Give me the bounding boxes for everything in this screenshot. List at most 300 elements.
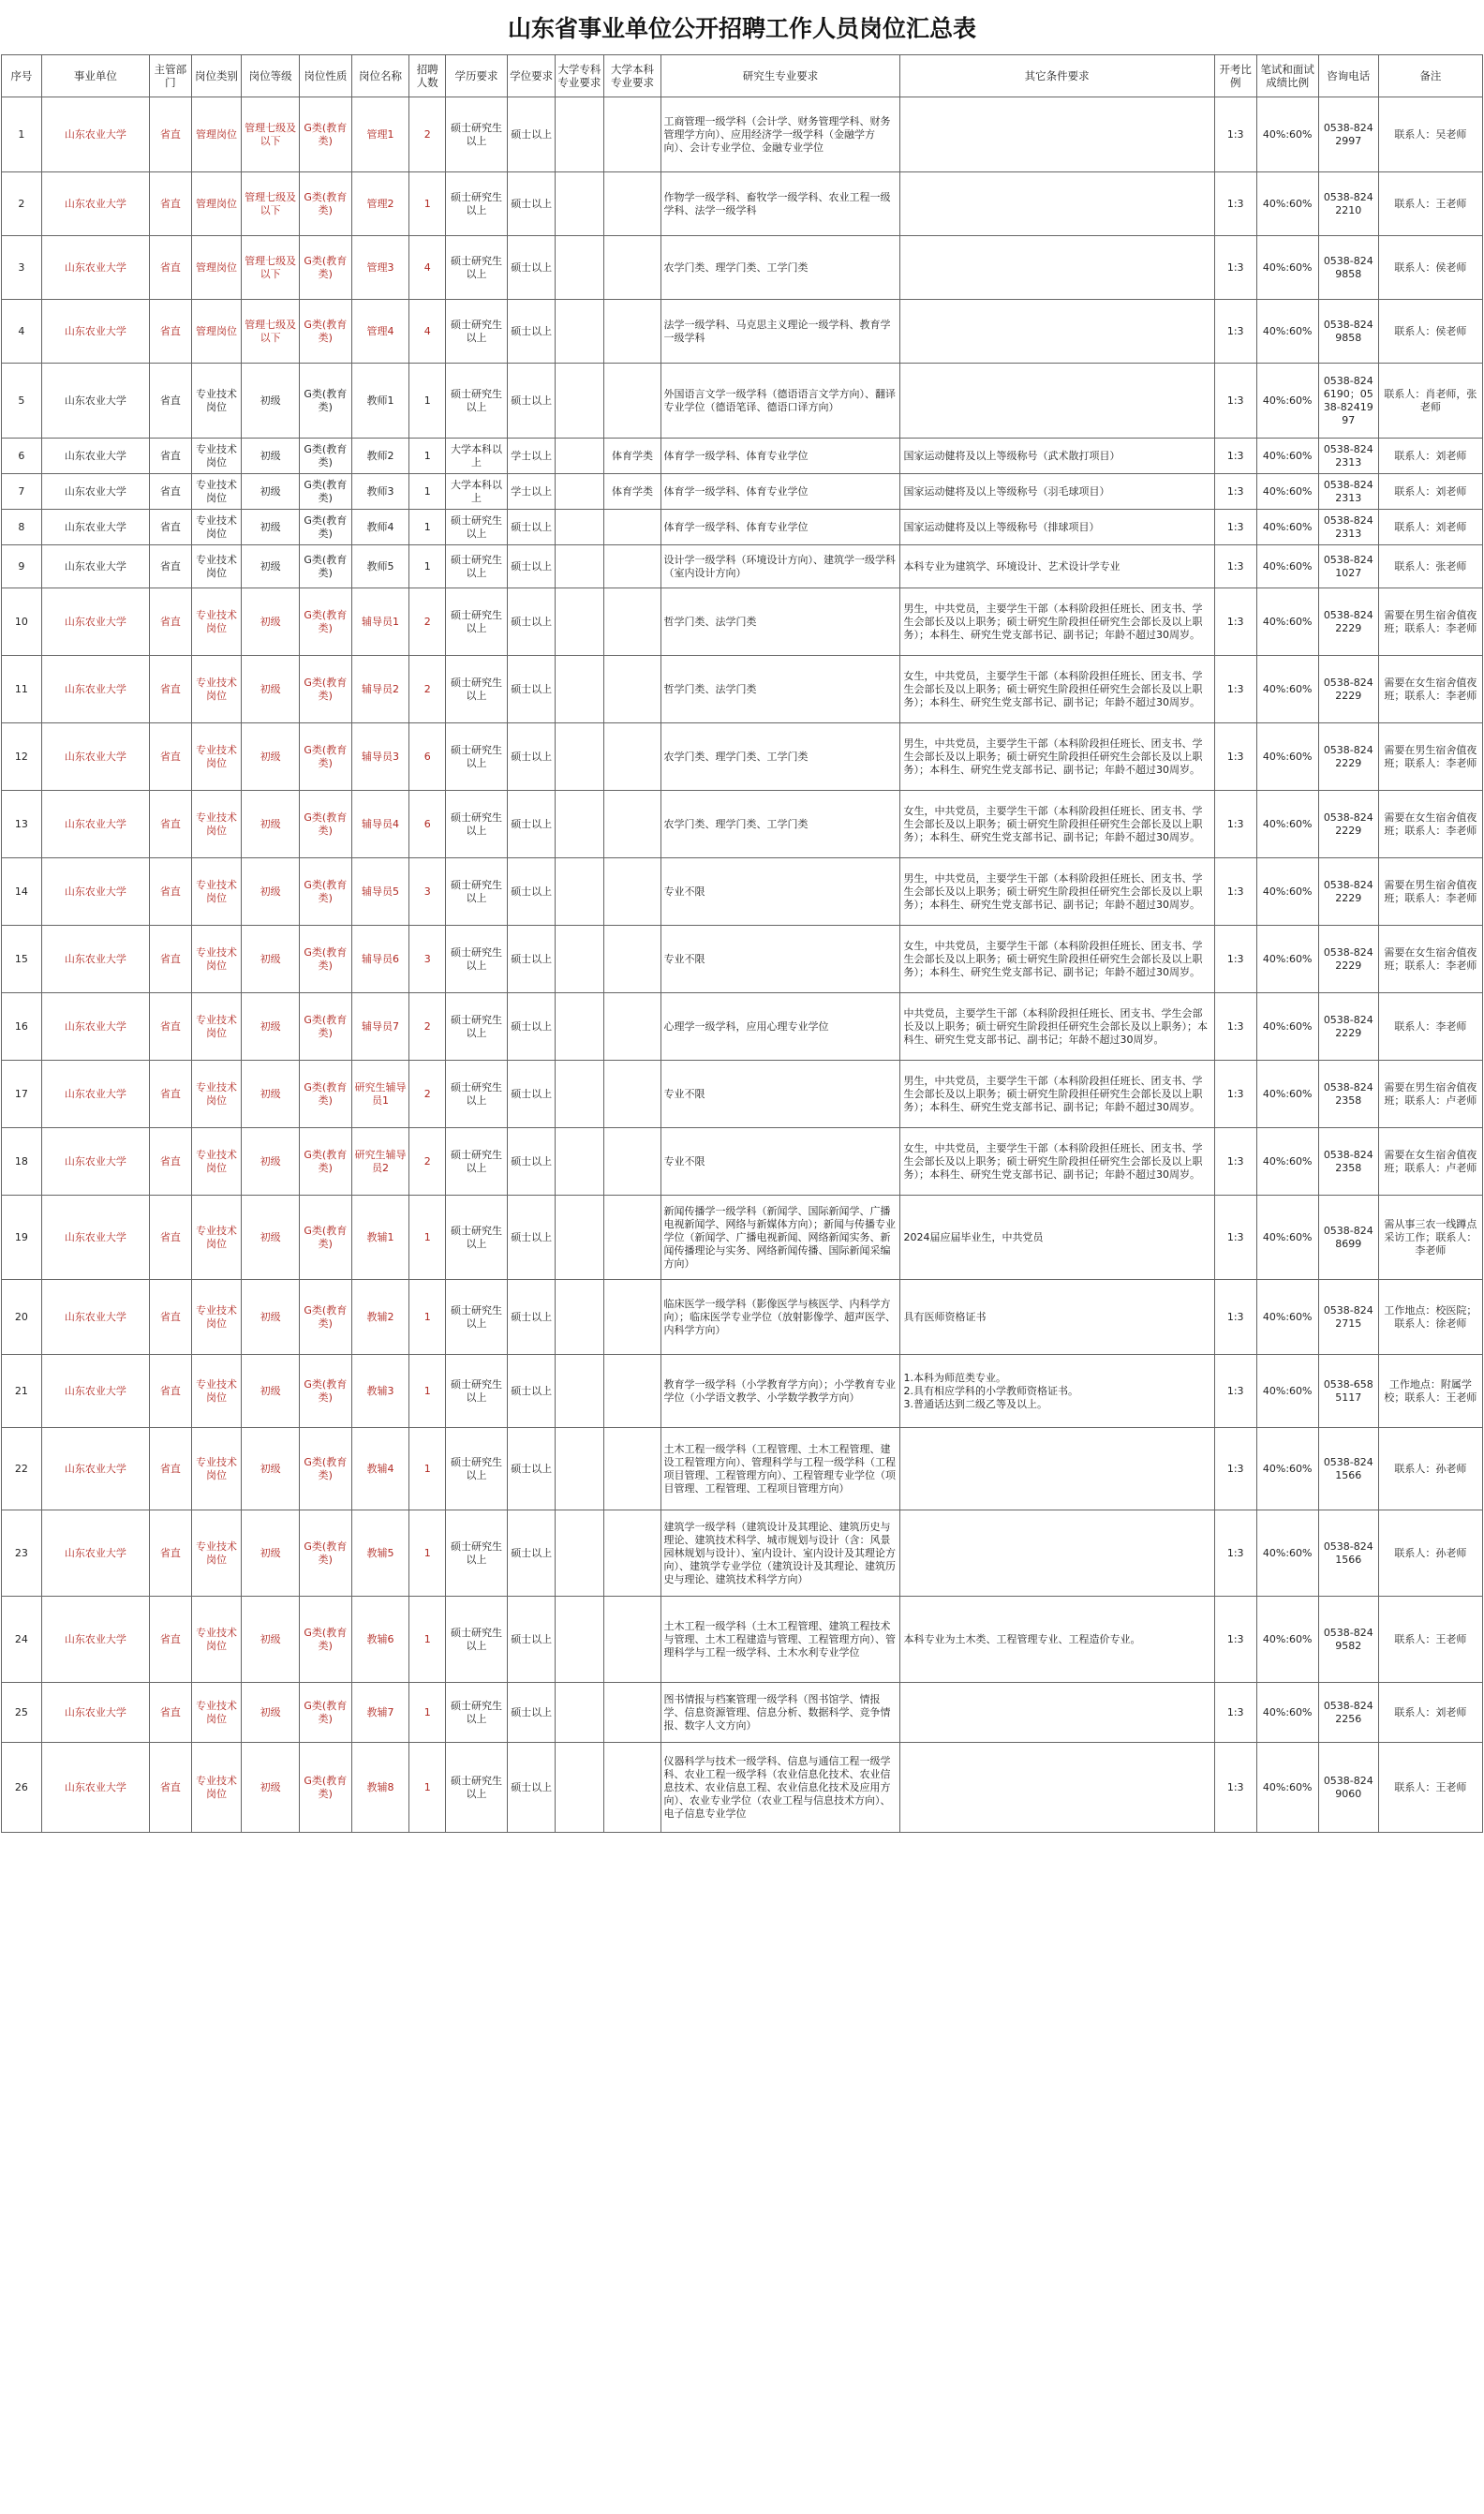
exam-ratio-cell: 1:3 [1214,236,1256,300]
level-cell: 初级 [242,1061,300,1128]
score-ratio-cell: 40%:60% [1256,1683,1318,1743]
degree-cell: 硕士以上 [508,656,556,723]
count-cell: 1 [409,1743,445,1833]
education-cell: 硕士研究生以上 [445,791,507,858]
dept-cell: 省直 [149,439,191,474]
column-header: 大学本科专业要求 [603,55,661,97]
degree-cell: 硕士以上 [508,1428,556,1510]
exam-ratio-cell: 1:3 [1214,926,1256,993]
other-requirements-cell [899,172,1214,236]
graduate-major-cell: 图书情报与档案管理一级学科（图书馆学、情报学、信息资源管理、信息分析、数据科学、竞争情报、数字人文方向） [661,1683,899,1743]
phone-cell: 0538-8242313 [1318,474,1378,510]
category-cell: 专业技术岗位 [191,364,241,439]
position-name-cell: 教辅8 [351,1743,409,1833]
count-cell: 3 [409,926,445,993]
exam-ratio-cell: 1:3 [1214,474,1256,510]
associate-major-cell [556,1510,603,1597]
score-ratio-cell: 40%:60% [1256,858,1318,926]
bachelor-major-cell [603,926,661,993]
nature-cell: G类(教育类) [300,588,352,656]
level-cell: 管理七级及以下 [242,300,300,364]
other-requirements-cell: 女生，中共党员，主要学生干部（本科阶段担任班长、团支书、学生会部长及以上职务；硕士研究生阶段担任研究生会部长及以上职务）；本科生、研究生党支部书记、副书记；年龄不超过30周岁。 [899,656,1214,723]
bachelor-major-cell [603,1743,661,1833]
level-cell: 初级 [242,1683,300,1743]
table-row [2,1280,1483,1355]
nature-cell: G类(教育类) [300,1128,352,1196]
degree-cell: 学士以上 [508,439,556,474]
education-cell: 大学本科以上 [445,474,507,510]
score-ratio-cell: 40%:60% [1256,439,1318,474]
degree-cell: 硕士以上 [508,300,556,364]
level-cell: 初级 [242,791,300,858]
education-cell: 硕士研究生以上 [445,236,507,300]
associate-major-cell [556,172,603,236]
level-cell: 初级 [242,1128,300,1196]
score-ratio-cell: 40%:60% [1256,236,1318,300]
other-requirements-cell [899,1510,1214,1597]
unit-cell: 山东农业大学 [41,439,149,474]
exam-ratio-cell: 1:3 [1214,510,1256,545]
note-cell: 联系人：孙老师 [1378,1510,1482,1597]
unit-cell: 山东农业大学 [41,364,149,439]
dept-cell: 省直 [149,1196,191,1280]
category-cell: 专业技术岗位 [191,1428,241,1510]
row-number: 21 [2,1355,42,1428]
position-name-cell: 辅导员1 [351,588,409,656]
level-cell: 初级 [242,858,300,926]
category-cell: 专业技术岗位 [191,545,241,588]
degree-cell: 硕士以上 [508,172,556,236]
nature-cell: G类(教育类) [300,1510,352,1597]
graduate-major-cell: 体育学一级学科、体育专业学位 [661,510,899,545]
phone-cell: 0538-8242229 [1318,858,1378,926]
dept-cell: 省直 [149,1428,191,1510]
category-cell: 专业技术岗位 [191,656,241,723]
education-cell: 硕士研究生以上 [445,723,507,791]
table-row [2,858,1483,926]
note-cell: 联系人：李老师 [1378,993,1482,1061]
unit-cell: 山东农业大学 [41,588,149,656]
score-ratio-cell: 40%:60% [1256,926,1318,993]
bachelor-major-cell [603,1280,661,1355]
column-header: 岗位等级 [242,55,300,97]
graduate-major-cell: 专业不限 [661,1128,899,1196]
score-ratio-cell: 40%:60% [1256,364,1318,439]
category-cell: 管理岗位 [191,300,241,364]
graduate-major-cell: 新闻传播学一级学科（新闻学、国际新闻学、广播电视新闻学、网络与新媒体方向）；新闻与传播专业学位（新闻学、广播电视新闻、网络新闻实务、新闻传播理论与实务、网络新闻传播、国际新闻采编方向） [661,1196,899,1280]
phone-cell: 0538-8242358 [1318,1061,1378,1128]
bachelor-major-cell [603,1128,661,1196]
column-header: 招聘人数 [409,55,445,97]
row-number: 10 [2,588,42,656]
dept-cell: 省直 [149,1743,191,1833]
nature-cell: G类(教育类) [300,1428,352,1510]
column-header: 开考比例 [1214,55,1256,97]
category-cell: 专业技术岗位 [191,1355,241,1428]
bachelor-major-cell: 体育学类 [603,474,661,510]
unit-cell: 山东农业大学 [41,993,149,1061]
other-requirements-cell: 具有医师资格证书 [899,1280,1214,1355]
other-requirements-cell: 男生，中共党员，主要学生干部（本科阶段担任班长、团支书、学生会部长及以上职务；硕士研究生阶段担任研究生会部长及以上职务）；本科生、研究生党支部书记、副书记；年龄不超过30周岁。 [899,588,1214,656]
bachelor-major-cell [603,1061,661,1128]
level-cell: 初级 [242,1280,300,1355]
count-cell: 2 [409,588,445,656]
degree-cell: 硕士以上 [508,545,556,588]
count-cell: 1 [409,1510,445,1597]
dept-cell: 省直 [149,723,191,791]
phone-cell: 0538-8242229 [1318,723,1378,791]
phone-cell: 0538-8242229 [1318,656,1378,723]
table-row [2,723,1483,791]
row-number: 19 [2,1196,42,1280]
category-cell: 专业技术岗位 [191,1510,241,1597]
associate-major-cell [556,510,603,545]
exam-ratio-cell: 1:3 [1214,364,1256,439]
note-cell: 需要在男生宿舍值夜班；联系人：卢老师 [1378,1061,1482,1128]
education-cell: 硕士研究生以上 [445,588,507,656]
education-cell: 硕士研究生以上 [445,364,507,439]
graduate-major-cell: 体育学一级学科、体育专业学位 [661,439,899,474]
table-row [2,588,1483,656]
position-name-cell: 辅导员7 [351,993,409,1061]
position-name-cell: 教辅3 [351,1355,409,1428]
table-row [2,236,1483,300]
nature-cell: G类(教育类) [300,236,352,300]
count-cell: 2 [409,656,445,723]
score-ratio-cell: 40%:60% [1256,723,1318,791]
phone-cell: 0538-8242313 [1318,510,1378,545]
nature-cell: G类(教育类) [300,656,352,723]
other-requirements-cell: 1.本科为师范类专业。 2.具有相应学科的小学教师资格证书。 3.普通话达到二级乙等及以上。 [899,1355,1214,1428]
exam-ratio-cell: 1:3 [1214,791,1256,858]
unit-cell: 山东农业大学 [41,1683,149,1743]
exam-ratio-cell: 1:3 [1214,1683,1256,1743]
count-cell: 2 [409,1061,445,1128]
count-cell: 1 [409,545,445,588]
other-requirements-cell [899,236,1214,300]
phone-cell: 0538-6585117 [1318,1355,1378,1428]
education-cell: 硕士研究生以上 [445,993,507,1061]
nature-cell: G类(教育类) [300,510,352,545]
phone-cell: 0538-8242229 [1318,993,1378,1061]
education-cell: 硕士研究生以上 [445,1061,507,1128]
column-header: 大学专科专业要求 [556,55,603,97]
education-cell: 硕士研究生以上 [445,926,507,993]
position-name-cell: 辅导员5 [351,858,409,926]
count-cell: 1 [409,510,445,545]
note-cell: 联系人：王老师 [1378,172,1482,236]
degree-cell: 硕士以上 [508,1128,556,1196]
level-cell: 初级 [242,1196,300,1280]
other-requirements-cell [899,300,1214,364]
unit-cell: 山东农业大学 [41,545,149,588]
dept-cell: 省直 [149,172,191,236]
dept-cell: 省直 [149,474,191,510]
row-number: 3 [2,236,42,300]
count-cell: 1 [409,1428,445,1510]
nature-cell: G类(教育类) [300,791,352,858]
level-cell: 初级 [242,1743,300,1833]
position-name-cell: 教师1 [351,364,409,439]
row-number: 13 [2,791,42,858]
dept-cell: 省直 [149,510,191,545]
bachelor-major-cell [603,510,661,545]
other-requirements-cell: 2024届应届毕业生，中共党员 [899,1196,1214,1280]
education-cell: 硕士研究生以上 [445,1510,507,1597]
count-cell: 1 [409,1683,445,1743]
score-ratio-cell: 40%:60% [1256,1196,1318,1280]
note-cell: 联系人：侯老师 [1378,300,1482,364]
education-cell: 硕士研究生以上 [445,1597,507,1683]
phone-cell: 0538-8242256 [1318,1683,1378,1743]
level-cell: 管理七级及以下 [242,172,300,236]
level-cell: 初级 [242,1597,300,1683]
score-ratio-cell: 40%:60% [1256,1355,1318,1428]
exam-ratio-cell: 1:3 [1214,993,1256,1061]
graduate-major-cell: 农学门类、理学门类、工学门类 [661,236,899,300]
column-header: 事业单位 [41,55,149,97]
column-header: 笔试和面试成绩比例 [1256,55,1318,97]
graduate-major-cell: 专业不限 [661,1061,899,1128]
category-cell: 专业技术岗位 [191,791,241,858]
table-row [2,993,1483,1061]
bachelor-major-cell [603,588,661,656]
phone-cell: 0538-8242715 [1318,1280,1378,1355]
category-cell: 专业技术岗位 [191,1743,241,1833]
table-row [2,1597,1483,1683]
unit-cell: 山东农业大学 [41,1428,149,1510]
category-cell: 专业技术岗位 [191,474,241,510]
associate-major-cell [556,723,603,791]
score-ratio-cell: 40%:60% [1256,1061,1318,1128]
associate-major-cell [556,1597,603,1683]
count-cell: 1 [409,474,445,510]
degree-cell: 硕士以上 [508,1743,556,1833]
exam-ratio-cell: 1:3 [1214,1280,1256,1355]
unit-cell: 山东农业大学 [41,926,149,993]
other-requirements-cell: 女生，中共党员，主要学生干部（本科阶段担任班长、团支书、学生会部长及以上职务；硕士研究生阶段担任研究生会部长及以上职务）；本科生、研究生党支部书记、副书记；年龄不超过30周岁。 [899,1128,1214,1196]
exam-ratio-cell: 1:3 [1214,723,1256,791]
degree-cell: 硕士以上 [508,723,556,791]
row-number: 6 [2,439,42,474]
table-row [2,926,1483,993]
exam-ratio-cell: 1:3 [1214,300,1256,364]
table-body [2,97,1483,1833]
count-cell: 6 [409,791,445,858]
row-number: 4 [2,300,42,364]
category-cell: 专业技术岗位 [191,1683,241,1743]
column-header: 岗位性质 [300,55,352,97]
associate-major-cell [556,97,603,172]
degree-cell: 硕士以上 [508,1280,556,1355]
table-row [2,300,1483,364]
category-cell: 专业技术岗位 [191,439,241,474]
row-number: 11 [2,656,42,723]
score-ratio-cell: 40%:60% [1256,993,1318,1061]
category-cell: 专业技术岗位 [191,1128,241,1196]
nature-cell: G类(教育类) [300,1196,352,1280]
unit-cell: 山东农业大学 [41,1280,149,1355]
nature-cell: G类(教育类) [300,1597,352,1683]
other-requirements-cell: 男生，中共党员，主要学生干部（本科阶段担任班长、团支书、学生会部长及以上职务；硕士研究生阶段担任研究生会部长及以上职务）；本科生、研究生党支部书记、副书记；年龄不超过30周岁。 [899,1061,1214,1128]
phone-cell: 0538-8241027 [1318,545,1378,588]
unit-cell: 山东农业大学 [41,474,149,510]
score-ratio-cell: 40%:60% [1256,588,1318,656]
bachelor-major-cell [603,723,661,791]
row-number: 16 [2,993,42,1061]
education-cell: 硕士研究生以上 [445,300,507,364]
note-cell: 联系人：刘老师 [1378,439,1482,474]
phone-cell: 0538-8242997 [1318,97,1378,172]
note-cell: 需要在男生宿舍值夜班；联系人：李老师 [1378,723,1482,791]
exam-ratio-cell: 1:3 [1214,858,1256,926]
phone-cell: 0538-8249060 [1318,1743,1378,1833]
note-cell: 联系人：吴老师 [1378,97,1482,172]
level-cell: 初级 [242,588,300,656]
exam-ratio-cell: 1:3 [1214,1061,1256,1128]
bachelor-major-cell [603,791,661,858]
level-cell: 初级 [242,993,300,1061]
associate-major-cell [556,993,603,1061]
graduate-major-cell: 专业不限 [661,858,899,926]
bachelor-major-cell [603,858,661,926]
score-ratio-cell: 40%:60% [1256,172,1318,236]
count-cell: 4 [409,300,445,364]
graduate-major-cell: 心理学一级学科，应用心理专业学位 [661,993,899,1061]
count-cell: 1 [409,1597,445,1683]
position-name-cell: 教辅5 [351,1510,409,1597]
exam-ratio-cell: 1:3 [1214,588,1256,656]
education-cell: 硕士研究生以上 [445,1128,507,1196]
category-cell: 专业技术岗位 [191,1196,241,1280]
education-cell: 硕士研究生以上 [445,858,507,926]
education-cell: 硕士研究生以上 [445,1280,507,1355]
row-number: 25 [2,1683,42,1743]
unit-cell: 山东农业大学 [41,236,149,300]
dept-cell: 省直 [149,1061,191,1128]
education-cell: 硕士研究生以上 [445,510,507,545]
count-cell: 1 [409,1280,445,1355]
associate-major-cell [556,1355,603,1428]
dept-cell: 省直 [149,858,191,926]
table-row [2,364,1483,439]
associate-major-cell [556,300,603,364]
table-row [2,510,1483,545]
count-cell: 2 [409,97,445,172]
dept-cell: 省直 [149,236,191,300]
nature-cell: G类(教育类) [300,545,352,588]
graduate-major-cell: 农学门类、理学门类、工学门类 [661,723,899,791]
score-ratio-cell: 40%:60% [1256,300,1318,364]
graduate-major-cell: 专业不限 [661,926,899,993]
category-cell: 专业技术岗位 [191,1061,241,1128]
other-requirements-cell: 男生，中共党员，主要学生干部（本科阶段担任班长、团支书、学生会部长及以上职务；硕士研究生阶段担任研究生会部长及以上职务）；本科生、研究生党支部书记、副书记；年龄不超过30周岁。 [899,858,1214,926]
position-name-cell: 教辅7 [351,1683,409,1743]
row-number: 22 [2,1428,42,1510]
dept-cell: 省直 [149,993,191,1061]
associate-major-cell [556,236,603,300]
degree-cell: 硕士以上 [508,588,556,656]
row-number: 12 [2,723,42,791]
note-cell: 需要在女生宿舍值夜班；联系人：李老师 [1378,656,1482,723]
bachelor-major-cell [603,1510,661,1597]
degree-cell: 硕士以上 [508,1355,556,1428]
note-cell: 联系人：侯老师 [1378,236,1482,300]
level-cell: 初级 [242,723,300,791]
row-number: 1 [2,97,42,172]
table-row [2,1428,1483,1510]
graduate-major-cell: 建筑学一级学科（建筑设计及其理论、建筑历史与理论、建筑技术科学、城市规划与设计（含：风景园林规划与设计）、室内设计、室内设计及其理论方向）、建筑学专业学位（建筑设计及其理论、建筑历史与理论、建筑技术科学方向） [661,1510,899,1597]
score-ratio-cell: 40%:60% [1256,1428,1318,1510]
unit-cell: 山东农业大学 [41,656,149,723]
degree-cell: 硕士以上 [508,364,556,439]
position-name-cell: 教辅1 [351,1196,409,1280]
phone-cell: 0538-8241566 [1318,1510,1378,1597]
graduate-major-cell: 作物学一级学科、畜牧学一级学科、农业工程一级学科、法学一级学科 [661,172,899,236]
unit-cell: 山东农业大学 [41,97,149,172]
phone-cell: 0538-8249582 [1318,1597,1378,1683]
position-name-cell: 管理4 [351,300,409,364]
score-ratio-cell: 40%:60% [1256,791,1318,858]
column-header: 岗位名称 [351,55,409,97]
position-name-cell: 辅导员3 [351,723,409,791]
position-name-cell: 教师2 [351,439,409,474]
phone-cell: 0538-8249858 [1318,236,1378,300]
table-row [2,1743,1483,1833]
count-cell: 2 [409,1128,445,1196]
degree-cell: 硕士以上 [508,1061,556,1128]
category-cell: 专业技术岗位 [191,723,241,791]
unit-cell: 山东农业大学 [41,1510,149,1597]
nature-cell: G类(教育类) [300,1355,352,1428]
graduate-major-cell: 教育学一级学科（小学教育学方向）；小学教育专业学位（小学语文教学、小学数学教学方向） [661,1355,899,1428]
unit-cell: 山东农业大学 [41,1355,149,1428]
position-name-cell: 辅导员4 [351,791,409,858]
phone-cell: 0538-8242229 [1318,588,1378,656]
table-row [2,172,1483,236]
graduate-major-cell: 哲学门类、法学门类 [661,656,899,723]
note-cell: 需要在男生宿舍值夜班；联系人：李老师 [1378,588,1482,656]
other-requirements-cell [899,1683,1214,1743]
category-cell: 管理岗位 [191,236,241,300]
level-cell: 初级 [242,656,300,723]
table-row [2,791,1483,858]
phone-cell: 0538-8242229 [1318,791,1378,858]
note-cell: 联系人：孙老师 [1378,1428,1482,1510]
column-header: 咨询电话 [1318,55,1378,97]
associate-major-cell [556,858,603,926]
graduate-major-cell: 工商管理一级学科（会计学、财务管理学科、财务管理学方向）、应用经济学一级学科（金融学方向）、会计专业学位、金融专业学位 [661,97,899,172]
count-cell: 2 [409,993,445,1061]
degree-cell: 硕士以上 [508,1597,556,1683]
count-cell: 6 [409,723,445,791]
position-name-cell: 管理1 [351,97,409,172]
count-cell: 1 [409,364,445,439]
count-cell: 4 [409,236,445,300]
degree-cell: 硕士以上 [508,1196,556,1280]
row-number: 5 [2,364,42,439]
dept-cell: 省直 [149,1280,191,1355]
category-cell: 专业技术岗位 [191,858,241,926]
level-cell: 初级 [242,364,300,439]
nature-cell: G类(教育类) [300,1683,352,1743]
graduate-major-cell: 土木工程一级学科（工程管理、土木工程管理、建设工程管理方向）、管理科学与工程一级学科（工程项目管理、工程管理方向）、工程管理专业学位（项目管理、工程管理、工程项目管理方向） [661,1428,899,1510]
position-name-cell: 教师3 [351,474,409,510]
position-name-cell: 研究生辅导员2 [351,1128,409,1196]
education-cell: 硕士研究生以上 [445,1683,507,1743]
graduate-major-cell: 设计学一级学科（环境设计方向）、建筑学一级学科（室内设计方向） [661,545,899,588]
degree-cell: 硕士以上 [508,926,556,993]
